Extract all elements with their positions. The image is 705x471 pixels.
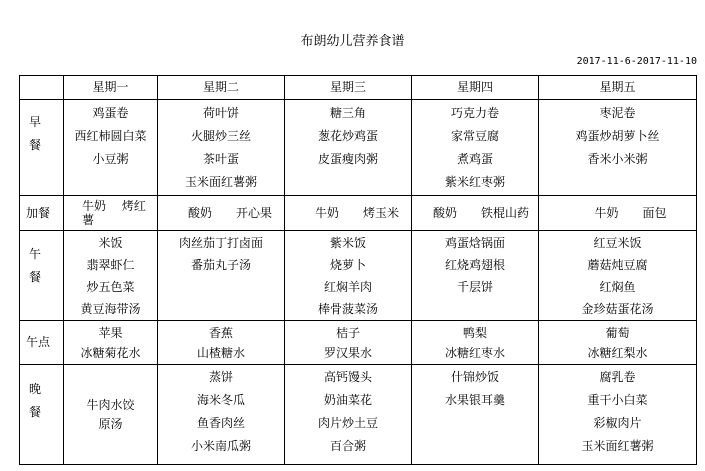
menu-cell: 牛奶 烤红 薯 [64,196,158,231]
menu-cell: 葡萄 冰糖红梨水 [539,321,697,365]
snack-pm-row [20,321,697,365]
menu-cell: 苹果 冰糖菊花水 [64,321,158,365]
page-title: 布朗幼儿营养食谱 [300,34,405,49]
menu-cell: 紫米饭 烧萝卜 红焖羊肉 棒骨菠菜汤 [285,231,412,321]
menu-cell: 什锦炒饭 水果银耳羹 [412,365,539,465]
dinner-row [20,365,697,465]
menu-cell: 枣泥卷 鸡蛋炒胡萝卜丝 香米小米粥 [539,100,697,196]
header-row [20,76,697,100]
meal-label-snack-am: 加餐 [20,196,64,231]
header-day-fri: 星期五 [539,76,697,100]
breakfast-row [20,100,697,196]
header-day-mon: 星期一 [64,76,158,100]
date-range: 2017-11-6-2017-11-10 [576,56,697,67]
menu-cell: 巧克力卷 家常豆腐 煮鸡蛋 紫米红枣粥 [412,100,539,196]
meal-label-breakfast: 早 餐 [20,100,64,196]
header-day-thu: 星期四 [412,76,539,100]
menu-cell: 酸奶 开心果 [158,196,285,231]
header-day-tue: 星期二 [158,76,285,100]
menu-cell: 香蕉 山楂糖水 [158,321,285,365]
menu-cell: 鸡蛋卷 西红柿圆白菜 小豆粥 [64,100,158,196]
meal-label-lunch: 午 餐 [20,231,64,321]
lunch-row [20,231,697,321]
header-day-wed: 星期三 [285,76,412,100]
menu-cell: 蒸饼 海米冬瓜 鱼香肉丝 小米南瓜粥 [158,365,285,465]
menu-table [19,75,697,465]
menu-cell: 糖三角 葱花炒鸡蛋 皮蛋瘦肉粥 [285,100,412,196]
menu-cell: 鸡蛋焓锅面 红烧鸡翅根 千层饼 [412,231,539,321]
snack-am-row [20,196,697,231]
menu-cell: 酸奶 铁棍山药 [412,196,539,231]
header-corner [20,76,64,100]
menu-cell: 鸭梨 冰糖红枣水 [412,321,539,365]
menu-cell: 桔子 罗汉果水 [285,321,412,365]
menu-cell: 荷叶饼 火腿炒三丝 茶叶蛋 玉米面红薯粥 [158,100,285,196]
menu-cell: 米饭 翡翠虾仁 炒五色菜 黄豆海带汤 [64,231,158,321]
meal-label-snack-pm: 午点 [20,321,64,365]
menu-cell: 红豆米饭 蘑菇炖豆腐 红焖鱼 金珍菇蛋花汤 [539,231,697,321]
menu-cell: 牛奶 面包 [539,196,697,231]
menu-cell: 肉丝茄丁打卤面 番茄丸子汤 [158,231,285,321]
menu-cell: 牛肉水饺 原汤 [64,365,158,465]
meal-label-dinner: 晚 餐 [20,365,64,465]
menu-cell: 高钙馒头 奶油菜花 肉片炒土豆 百合粥 [285,365,412,465]
menu-cell: 腐乳卷 重干小白菜 彩椒肉片 玉米面红薯粥 [539,365,697,465]
menu-cell: 牛奶 烤玉米 [285,196,412,231]
